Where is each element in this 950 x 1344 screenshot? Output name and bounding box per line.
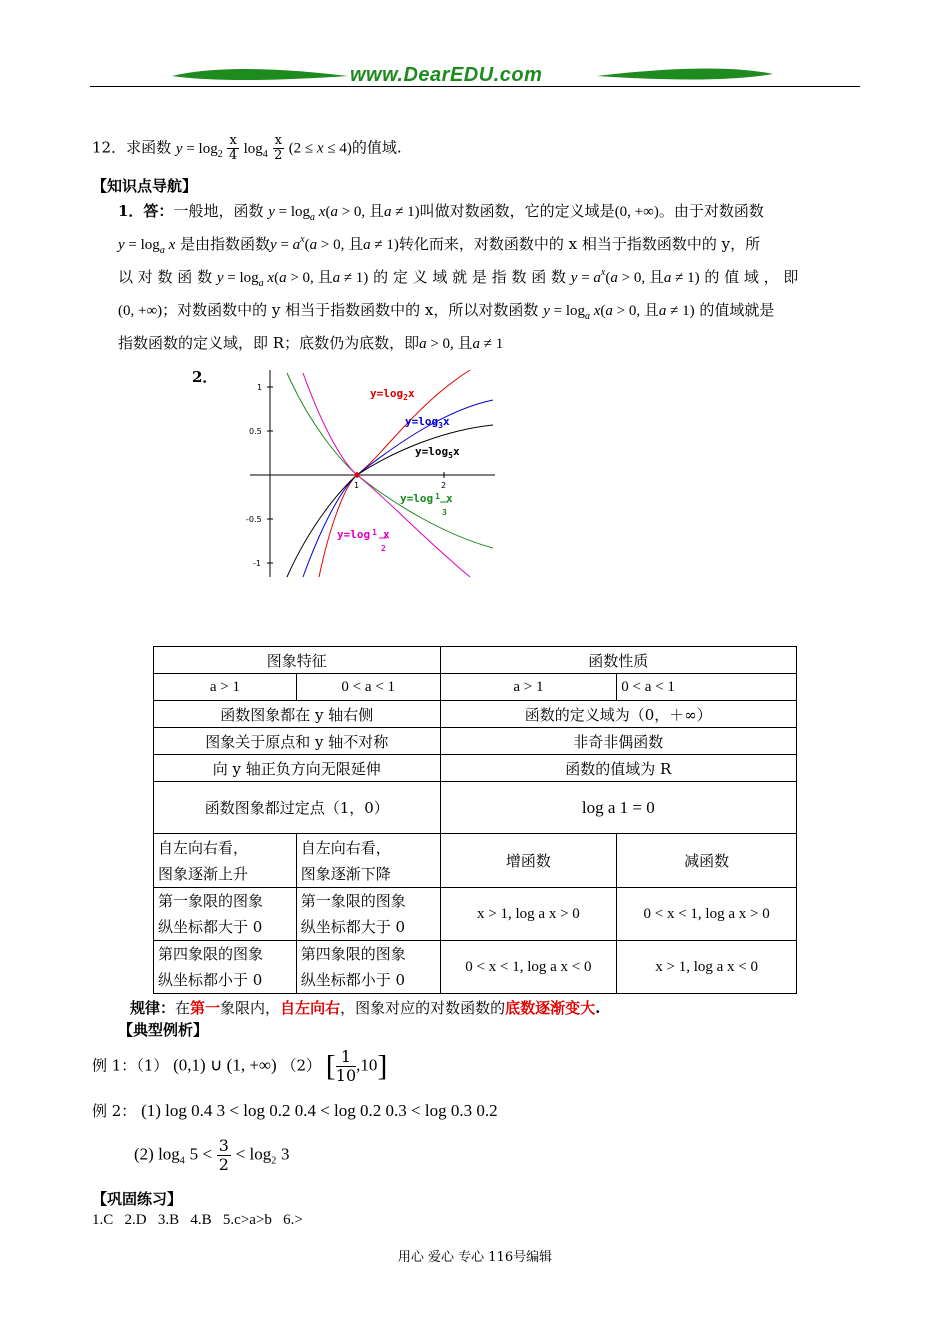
label-log3: $y=\log_3x$ — [405, 415, 450, 430]
y-tick-0.5: 0.5 — [249, 427, 262, 436]
graph-label: 2． — [192, 368, 218, 386]
label-log-one-half-den: 2 — [381, 544, 386, 553]
site-logo: www.DearEDU.com — [350, 64, 543, 86]
label-log-one-half: y=log $^1$ x — [337, 528, 390, 541]
label-log5: $y=\log_5x$ — [415, 445, 460, 460]
label-log-one-third: y=log $^1$ x — [400, 492, 453, 505]
header-rule — [90, 86, 860, 87]
x-tick-2: 2 — [441, 481, 447, 490]
question-12: 12．求函数 $y = \log_2$ $\frac{x}{4}$ $\log_4$ $\frac{x}{2}$ (2 ≤ x ≤ 4)的值域. — [92, 133, 402, 163]
practice-answers: 1.C 2.D 3.B 4.B 5.c>a>b 6.> — [92, 1212, 303, 1228]
example-2-line2: (2) $\log_4 5$ < $\frac{3}{2}$ < $\log_2 3$ — [134, 1136, 290, 1174]
fixed-point — [355, 473, 360, 478]
answer1-line1: 1．答：一般地，函数 $y = \log_a x(a > 0$, 且a ≠ 1)叫做对数函数，它的定义域是(0, +∞)。由于对数函数 — [118, 202, 764, 223]
answer1-line2: $y = \log_a x$ 是由指数函数$y = a^x(a > 0$, 且a ≠ 1)转化而来，对数函数中的 x 相当于指数函数中的 y，所 — [118, 234, 761, 256]
section-practice: 【巩固练习】 — [92, 1190, 183, 1208]
page-footer: 用心 爱心 专心 116号编辑 — [397, 1250, 553, 1265]
label-log-one-third-den: 3 — [442, 508, 447, 517]
answer1-line5: 指数函数的定义域，即 R；底数仍为底数，即a > 0, 且a ≠ 1 — [118, 334, 504, 352]
example-2-line1: 例 2： (1) log 0.4 3 < log 0.2 0.4 < log 0.2 0.3 < log 0.3 0.2 — [92, 1101, 498, 1120]
curve-log2 — [319, 370, 470, 577]
header-function-properties: 函数性质 — [440, 647, 796, 674]
header-graph-features: 图象特征 — [154, 647, 441, 674]
y-tick-neg1: -1 — [253, 559, 261, 568]
axes — [246, 370, 495, 577]
rule-line: 规律：在第一象限内，自左向右，图象对应的对数函数的底数逐渐变大. — [130, 999, 601, 1017]
section-knowledge: 【知识点导航】 — [92, 177, 198, 195]
answer1-line4: (0, +∞)；对数函数中的 y 相当于指数函数中的 x，所以对数函数 $y = \log_a x(a > 0$, 且a ≠ 1) 的值域就是 — [118, 301, 775, 322]
curve-log3 — [303, 400, 493, 577]
header-swoosh-left — [170, 64, 350, 88]
header-swoosh-right — [595, 64, 775, 88]
answer1-line3: 以 对 数 函 数 $y = \log_a x(a > 0$, 且a ≠ 1) 的 定 义 域 就 是 指 数 函 数 $y = a^x(a > 0$, 且a ≠ 1) 的 值 域 ， 即 — [118, 267, 799, 289]
log-graph — [245, 365, 500, 580]
section-examples: 【典型例析】 — [118, 1021, 209, 1039]
y-tick-neg0.5: -0.5 — [246, 515, 262, 524]
curve-log5 — [287, 425, 493, 577]
y-tick-1: 1 — [257, 383, 263, 392]
example-1: 例 1：（1） (0,1) ∪ (1, +∞) （2） [ $\frac{1}{10}$ ,10] — [92, 1047, 388, 1085]
properties-table: 图象特征 函数性质 a > 1 0 < a < 1 a > 1 0 < a < 1 函数图象都在 y 轴右侧 函数的定义域为（0，＋∞） 图象关于原点和 y 轴不对称 非奇非偶函数 向 y 轴正负方向无限延伸 函数的值域为 R 函数图象都过定点（1，0） log a 1 = 0 自左向右看， 图象逐渐上升 自左向右看， 图象逐渐下降 增函数 减函数 第一象限的图象 纵坐标都大于 0 第一象限的图象 纵坐标都大于 0 x > 1, log a x > 0 0 < x < 1, log a x > 0 第四象限的图象 纵坐标都小于 0 第四象限的图象 纵坐标都小于 0 0 < x < 1, log a x < 0 x > 1, log a x < 0 — [153, 646, 797, 994]
label-log2: $y=\log_2x$ — [370, 387, 415, 402]
x-tick-1: 1 — [354, 481, 360, 490]
